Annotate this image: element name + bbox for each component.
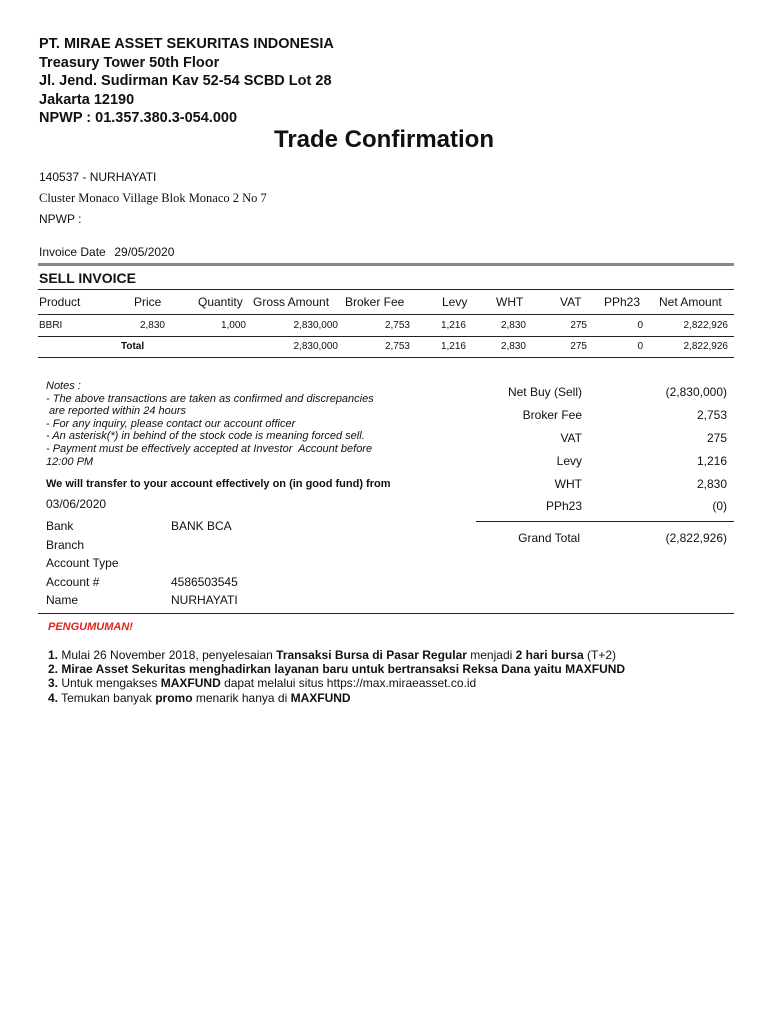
col-header-pph23: PPh23 [604,295,641,309]
item-bold-text: MAXFUND [290,690,351,705]
item-text: menarik hanya di [192,690,291,705]
notes-line: - Payment must be effectively accepted at Investor Account before [46,442,373,455]
item-number: 1. [48,648,59,662]
bank-row-account-type [46,555,238,574]
col-header-quantity: Quantity [198,295,243,309]
item-number: 3. [48,676,59,691]
cell-price: 2,830 [139,320,165,331]
section-divider [38,263,734,266]
announcement-item-4 [48,691,625,705]
item-bold-text: Mirae Asset Sekuritas menghadirkan layanan baru untuk bertransaksi Reksa Dana yaitu MAXFUND [58,662,626,677]
announcement-item-3 [48,676,625,690]
bank-row-branch [46,537,238,556]
bank-details [46,518,238,611]
col-header-wht: WHT [496,295,524,309]
total-pph23: 0 [637,341,643,352]
cell-quantity: 1,000 [220,320,246,331]
account-number-label: Account # [46,574,100,589]
item-bold-text: MAXFUND [160,676,221,691]
notes-line: - An asterisk(*) in behind of the stock code is meaning forced sell. [46,430,365,443]
summary-value-levy: 1,216 [696,454,727,468]
col-header-vat: VAT [560,295,582,309]
item-text: Temukan banyak [58,690,156,705]
item-text: menjadi [466,648,516,662]
invoice-date-value: 29/05/2020 [114,245,175,259]
cell-pph23: 0 [637,320,643,331]
bank-row-name [46,592,238,611]
client-info [39,169,267,232]
notes-block [46,380,374,468]
summary-label-vat: VAT [560,431,582,445]
table-bottom-rule [38,357,734,358]
total-label: Total [121,341,145,352]
summary-value-net: (2,830,000) [665,385,727,399]
item-text: Untuk mengakses [58,676,161,691]
announcement-title: PENGUMUMAN! [48,621,133,633]
total-wht: 2,830 [500,341,526,352]
company-city: Jakarta 12190 [39,91,135,108]
client-address: Cluster Monaco Village Blok Monaco 2 No 7 [39,191,267,205]
notes-line: - For any inquiry, please contact our account officer [46,417,296,430]
item-text: Mulai 26 November 2018, penyelesaian [58,648,277,662]
summary-value-vat: 275 [706,431,727,445]
total-gross-amount: 2,830,000 [293,341,338,352]
item-text: dapat melalui situs https://max.miraeasset.co.id [220,676,477,691]
cell-broker-fee: 2,753 [384,320,410,331]
cell-wht: 2,830 [500,320,526,331]
account-name-value: NURHAYATI [171,593,238,607]
cell-net-amount: 2,822,926 [683,320,728,331]
bank-label: Bank [46,519,74,533]
item-number: 4. [48,690,59,705]
invoice-date-row [39,245,174,259]
summary-value-broker-fee: 2,753 [696,408,727,422]
announcement-list [48,648,625,705]
table-row-rule [38,336,734,337]
grand-total-value: (2,822,926) [665,531,727,545]
company-address-2: Jl. Jend. Sudirman Kav 52-54 SCBD Lot 28 [39,73,332,89]
cell-levy: 1,216 [440,320,466,331]
notes-line: Notes : [46,380,81,392]
transfer-date: 03/06/2020 [46,497,107,511]
client-id-name: 140537 - NURHAYATI [39,170,157,184]
company-npwp: NPWP : 01.357.380.3-054.000 [39,110,238,126]
notes-line: - The above transactions are taken as confirmed and discrepancies [46,392,374,405]
col-header-price: Price [134,295,162,309]
item-number: 2. [48,662,59,677]
company-header [39,35,334,128]
summary-label-broker-fee: Broker Fee [522,408,582,422]
notes-line: are reported within 24 hours [46,405,187,418]
cell-vat: 275 [570,320,587,331]
transfer-notice: We will transfer to your account effectively on (in good fund) from [46,478,391,490]
bank-row-bank [46,518,238,537]
item-bold-text: Transaksi Bursa di Pasar Regular [276,648,467,662]
bank-row-account-number [46,574,238,593]
total-levy: 1,216 [440,341,466,352]
company-address-1: Treasury Tower 50th Floor [39,54,220,71]
client-npwp: NPWP : [39,212,82,226]
item-bold-text: 2 hari bursa [515,648,584,662]
account-name-label: Name [46,593,79,607]
bottom-divider [38,613,734,614]
branch-label: Branch [46,537,85,552]
cell-gross-amount: 2,830,000 [293,320,338,331]
bank-value: BANK BCA [171,519,232,533]
cell-product: BBRI [39,320,63,331]
summary-value-wht: 2,830 [696,477,727,491]
grand-total-label: Grand Total [518,531,580,545]
summary-value-pph23: (0) [712,499,727,513]
col-header-gross-amount: Gross Amount [253,295,330,309]
table-top-rule [38,289,734,290]
notes-line: 12:00 PM [46,455,94,468]
sell-invoice-title: SELL INVOICE [39,270,136,286]
summary-label-pph23: PPh23 [545,499,582,513]
total-net-amount: 2,822,926 [683,341,728,352]
summary-rule [476,521,734,522]
announcement-item-1 [48,648,625,662]
company-name: PT. MIRAE ASSET SEKURITAS INDONESIA [39,36,334,52]
total-vat: 275 [570,341,587,352]
item-text: (T+2) [583,648,616,662]
total-broker-fee: 2,753 [384,341,410,352]
account-type-label: Account Type [46,556,119,570]
account-number-value: 4586503545 [171,574,238,589]
summary-label-wht: WHT [554,477,582,491]
col-header-product: Product [39,295,81,309]
table-header-rule [38,314,734,315]
col-header-broker-fee: Broker Fee [345,295,405,309]
col-header-net-amount: Net Amount [659,295,722,309]
item-bold-text: promo [155,690,193,705]
document-title: Trade Confirmation [273,126,495,153]
summary-label-levy: Levy [556,454,582,468]
col-header-levy: Levy [442,295,468,309]
summary-label-net: Net Buy (Sell) [507,385,582,399]
announcement-item-2 [48,662,625,676]
invoice-date-label: Invoice Date [39,245,106,259]
